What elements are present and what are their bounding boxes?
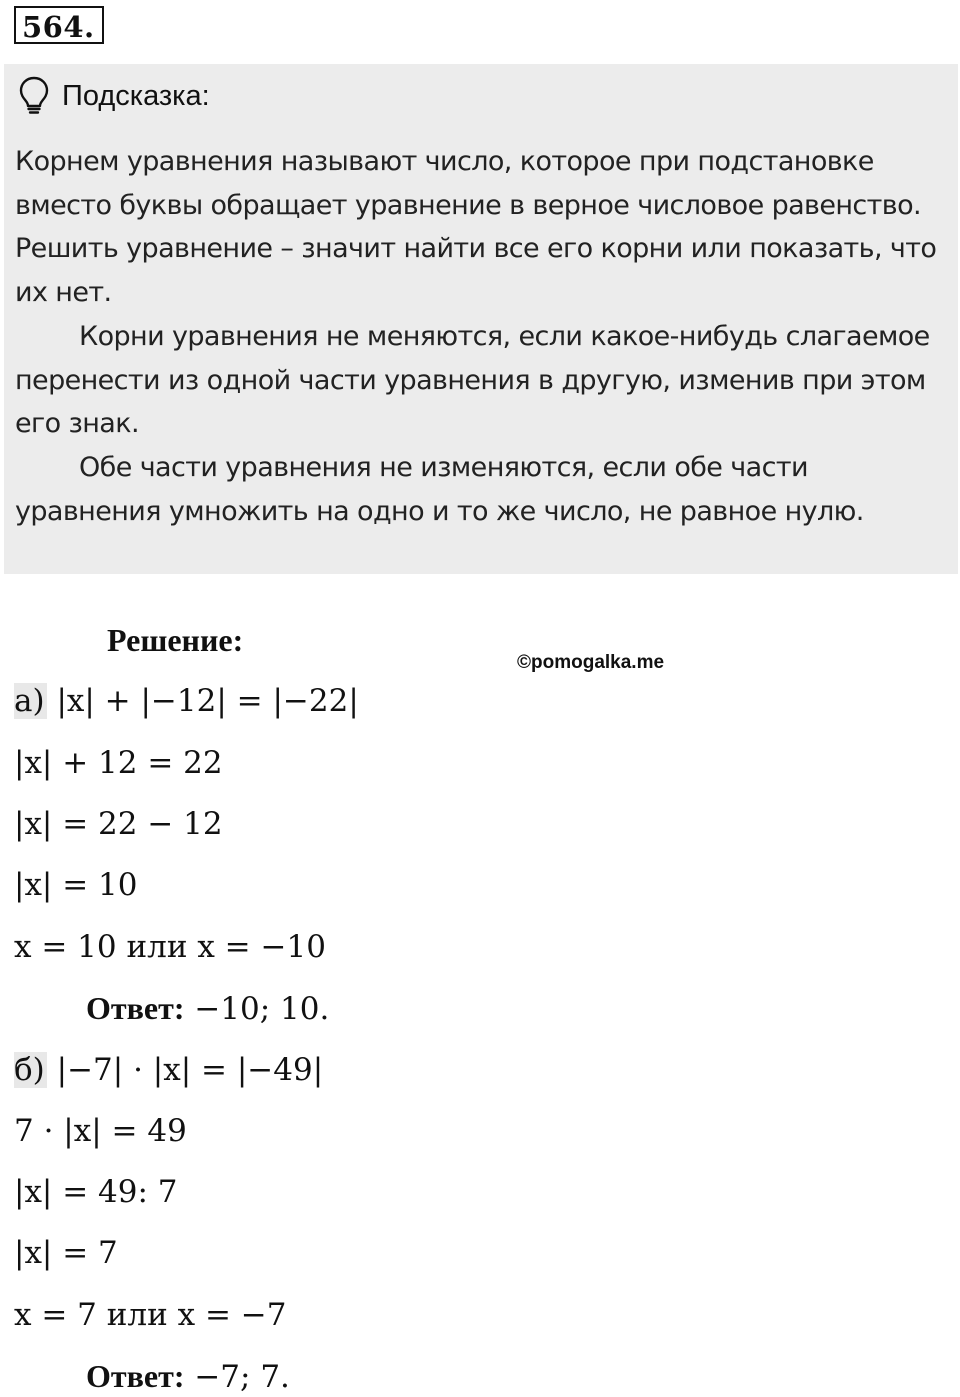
hint-paragraph: Обе части уравнения не изменяются, если обе части уравнения умножить на одно и то же число, не равное нулю. bbox=[15, 451, 864, 527]
hint-paragraph: Корнем уравнения называют число, которое при подстановке вместо буквы обращает уравнение в верное числовое равенство. bbox=[15, 146, 922, 221]
item-label-b: б) bbox=[14, 1052, 45, 1088]
equation-a-text: |x| + |−12| = |−22| bbox=[56, 683, 359, 719]
lightbulb-icon bbox=[18, 76, 50, 116]
item-label-a: а) bbox=[14, 683, 45, 719]
hint-paragraph: Корни уравнения не меняются, если какое-нибудь слагаемое перенести из одной части уравнения в другую, изменив при этом его знак. bbox=[15, 320, 930, 440]
task-number: 564. bbox=[14, 6, 104, 44]
answer-a-value: −10; 10. bbox=[194, 991, 330, 1027]
answer-b-label: Ответ: bbox=[86, 1358, 185, 1394]
step-b-4: x = 7 или x = −7 bbox=[14, 1297, 287, 1333]
answer-b-value: −7; 7. bbox=[194, 1359, 290, 1395]
hint-box bbox=[4, 64, 958, 574]
step-a-1: |x| + 12 = 22 bbox=[14, 745, 223, 781]
answer-a bbox=[86, 988, 329, 1029]
step-a-4: x = 10 или x = −10 bbox=[14, 929, 326, 965]
hint-paragraph: Решить уравнение – значит найти все его корни или показать, что их нет. bbox=[15, 233, 937, 309]
step-b-3: |x| = 7 bbox=[14, 1235, 118, 1271]
hint-header bbox=[18, 76, 210, 116]
equation-b bbox=[14, 1050, 323, 1090]
solution-title: Решение: bbox=[107, 622, 244, 658]
step-b-2: |x| = 49: 7 bbox=[14, 1174, 178, 1210]
step-a-2: |x| = 22 − 12 bbox=[14, 806, 223, 842]
hint-title: Подсказка: bbox=[62, 79, 210, 112]
watermark: ©pomogalka.me bbox=[517, 652, 665, 673]
equation-a bbox=[14, 681, 359, 721]
step-a-3: |x| = 10 bbox=[14, 867, 138, 903]
hint-text bbox=[15, 140, 950, 533]
equation-b-text: |−7| · |x| = |−49| bbox=[56, 1052, 324, 1088]
step-b-1: 7 · |x| = 49 bbox=[14, 1113, 187, 1149]
answer-b bbox=[86, 1356, 290, 1397]
answer-a-label: Ответ: bbox=[86, 990, 185, 1026]
